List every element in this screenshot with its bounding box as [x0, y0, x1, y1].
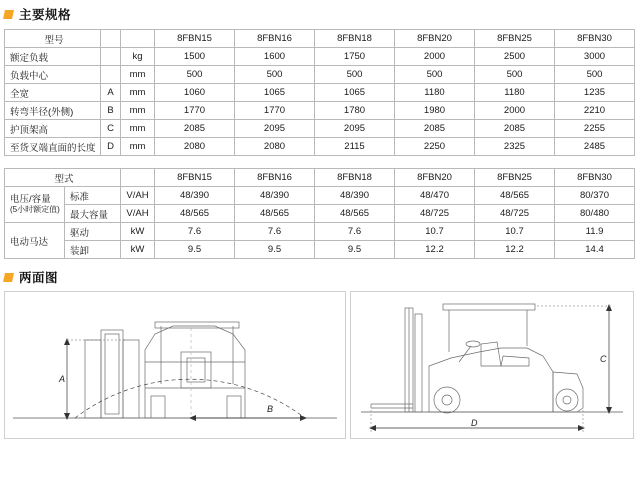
row-code [101, 66, 121, 84]
spec-table-dimensions [4, 29, 635, 156]
drawings-container [4, 291, 634, 441]
model-header-0: 8FBN15 [155, 30, 235, 48]
cell-value: 2085 [395, 120, 475, 138]
row-unit: kW [121, 223, 155, 241]
model-header-4: 8FBN25 [475, 169, 555, 187]
header-code-col [101, 30, 121, 48]
cell-value: 500 [395, 66, 475, 84]
row-code: C [101, 120, 121, 138]
row-unit: V/AH [121, 187, 155, 205]
spec-section-title: 主要规格 [19, 8, 72, 22]
table-row [5, 120, 635, 138]
cell-value: 48/470 [395, 187, 475, 205]
model-header-3: 8FBN20 [395, 30, 475, 48]
cell-value: 14.4 [555, 241, 635, 259]
cell-value: 2325 [475, 138, 555, 156]
cell-value: 1980 [395, 102, 475, 120]
cell-value: 48/565 [235, 205, 315, 223]
cell-value: 1235 [555, 84, 635, 102]
model-header-1: 8FBN16 [235, 30, 315, 48]
cell-value: 2095 [315, 120, 395, 138]
cell-value: 10.7 [475, 223, 555, 241]
cell-value: 2255 [555, 120, 635, 138]
row-label: 驱动 [65, 223, 121, 241]
row-group-title: 电压/容量 [10, 193, 51, 205]
cell-value: 2085 [475, 120, 555, 138]
row-label: 额定负载 [5, 48, 101, 66]
row-code: A [101, 84, 121, 102]
table-row [5, 84, 635, 102]
table-row [5, 187, 635, 205]
row-label: 最大容量 [65, 205, 121, 223]
cell-value: 3000 [555, 48, 635, 66]
table-header-row [5, 169, 635, 187]
header-unit-col [121, 169, 155, 187]
cell-value: 1180 [475, 84, 555, 102]
cell-value: 1065 [235, 84, 315, 102]
bullet-marker-icon [3, 10, 14, 19]
cell-value: 2095 [235, 120, 315, 138]
model-header-2: 8FBN18 [315, 30, 395, 48]
header-unit-col [121, 30, 155, 48]
cell-value: 48/390 [315, 187, 395, 205]
model-header-5: 8FBN30 [555, 169, 635, 187]
cell-value: 2080 [155, 138, 235, 156]
dimension-label-d: D [471, 418, 478, 428]
row-label: 至货叉端直面的长度 [5, 138, 101, 156]
spec-table-electrical [4, 168, 635, 259]
table-row [5, 205, 635, 223]
row-unit: kW [121, 241, 155, 259]
front-view-svg [5, 292, 345, 438]
row-unit: mm [121, 66, 155, 84]
side-view-drawing [350, 291, 634, 439]
cell-value: 1060 [155, 84, 235, 102]
row-label: 护顶架高 [5, 120, 101, 138]
cell-value: 10.7 [395, 223, 475, 241]
model-header-1: 8FBN16 [235, 169, 315, 187]
table-header-row [5, 30, 635, 48]
cell-value: 1065 [315, 84, 395, 102]
row-label: 负载中心 [5, 66, 101, 84]
model-header-4: 8FBN25 [475, 30, 555, 48]
cell-value: 500 [315, 66, 395, 84]
row-code [101, 48, 121, 66]
row-unit: mm [121, 102, 155, 120]
table-row [5, 223, 635, 241]
row-code: B [101, 102, 121, 120]
cell-value: 7.6 [155, 223, 235, 241]
row-group-subtitle: (5小时额定值) [10, 204, 60, 214]
cell-value: 2500 [475, 48, 555, 66]
view-section-heading [0, 268, 638, 286]
cell-value: 2115 [315, 138, 395, 156]
cell-value: 1770 [235, 102, 315, 120]
header-label: 型号 [5, 30, 101, 48]
cell-value: 9.5 [235, 241, 315, 259]
cell-value: 48/565 [315, 205, 395, 223]
row-unit: kg [121, 48, 155, 66]
model-header-3: 8FBN20 [395, 169, 475, 187]
cell-value: 2210 [555, 102, 635, 120]
cell-value: 9.5 [315, 241, 395, 259]
cell-value: 48/390 [235, 187, 315, 205]
row-unit: mm [121, 84, 155, 102]
cell-value: 2000 [395, 48, 475, 66]
cell-value: 9.5 [155, 241, 235, 259]
cell-value: 1750 [315, 48, 395, 66]
table-row [5, 66, 635, 84]
row-label: 全宽 [5, 84, 101, 102]
dimension-label-b: B [267, 404, 274, 414]
cell-value: 7.6 [235, 223, 315, 241]
cell-value: 2080 [235, 138, 315, 156]
front-view-drawing [4, 291, 346, 439]
view-section-title: 两面图 [19, 271, 59, 285]
row-unit: mm [121, 120, 155, 138]
spec-section-heading [0, 5, 638, 23]
row-unit: V/AH [121, 205, 155, 223]
cell-value: 1770 [155, 102, 235, 120]
row-unit: mm [121, 138, 155, 156]
cell-value: 12.2 [475, 241, 555, 259]
cell-value: 11.9 [555, 223, 635, 241]
cell-value: 500 [475, 66, 555, 84]
cell-value: 48/725 [475, 205, 555, 223]
model-header-2: 8FBN18 [315, 169, 395, 187]
table-row [5, 102, 635, 120]
row-code: D [101, 138, 121, 156]
dimension-label-c: C [600, 354, 607, 364]
cell-value: 2250 [395, 138, 475, 156]
header-label: 型式 [5, 169, 121, 187]
cell-value: 48/390 [155, 187, 235, 205]
cell-value: 500 [235, 66, 315, 84]
cell-value: 1780 [315, 102, 395, 120]
page [0, 5, 638, 498]
cell-value: 48/565 [155, 205, 235, 223]
cell-value: 1180 [395, 84, 475, 102]
cell-value: 12.2 [395, 241, 475, 259]
cell-value: 48/725 [395, 205, 475, 223]
row-group-label: 电动马达 [5, 223, 65, 259]
cell-value: 48/565 [475, 187, 555, 205]
model-header-5: 8FBN30 [555, 30, 635, 48]
row-label: 转弯半径(外侧) [5, 102, 101, 120]
table-row [5, 138, 635, 156]
cell-value: 1500 [155, 48, 235, 66]
dimension-label-a: A [59, 374, 66, 384]
side-view-svg [351, 292, 633, 438]
cell-value: 500 [555, 66, 635, 84]
row-label: 标准 [65, 187, 121, 205]
cell-value: 7.6 [315, 223, 395, 241]
row-label: 装卸 [65, 241, 121, 259]
cell-value: 80/480 [555, 205, 635, 223]
cell-value: 2485 [555, 138, 635, 156]
cell-value: 500 [155, 66, 235, 84]
model-header-0: 8FBN15 [155, 169, 235, 187]
cell-value: 2085 [155, 120, 235, 138]
table-row [5, 48, 635, 66]
cell-value: 1600 [235, 48, 315, 66]
row-group-label [5, 187, 65, 223]
cell-value: 2000 [475, 102, 555, 120]
cell-value: 80/370 [555, 187, 635, 205]
table-row [5, 241, 635, 259]
bullet-marker-icon [3, 273, 14, 282]
